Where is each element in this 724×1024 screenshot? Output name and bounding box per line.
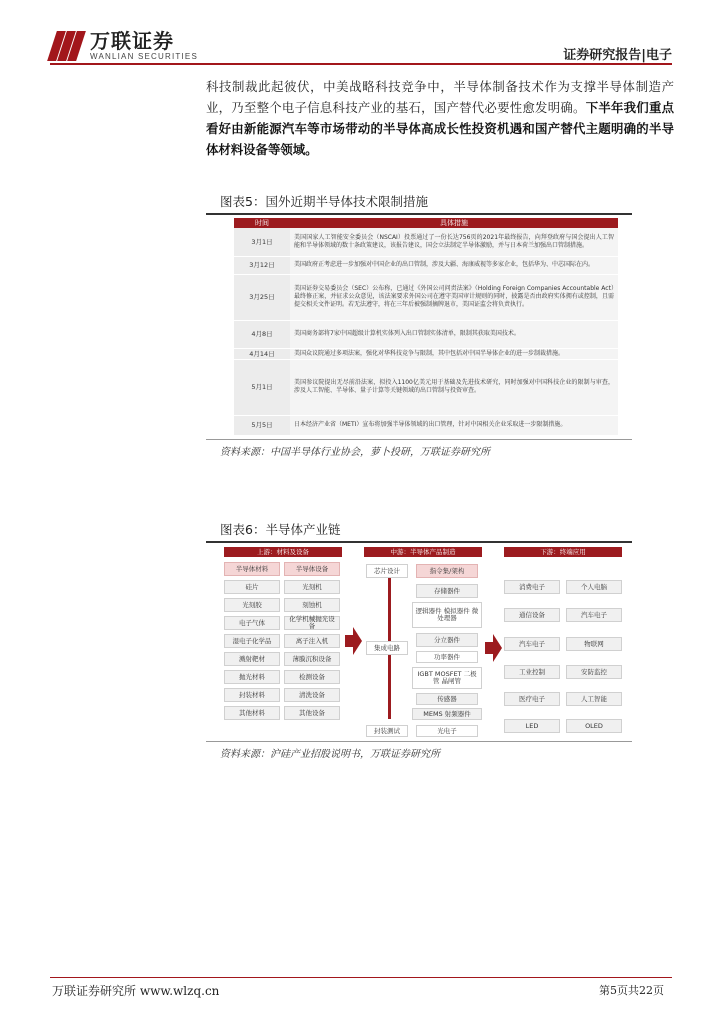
table-row	[234, 256, 618, 274]
mid-design-detail: 指令集/架构	[416, 564, 478, 578]
para-emphasis: 下半年我们重点看好由新能源汽车等市场带动的半导体高成长性投资机遇和国产替代主题明确的半导体材料设备等领域。	[206, 100, 675, 157]
downstream-item: 物联网	[566, 637, 622, 651]
report-type: 证券研究报告|电子	[563, 48, 672, 63]
footer-divider	[50, 977, 672, 978]
company-logo	[50, 30, 198, 62]
upstream-item: 化学机械抛光设备	[284, 616, 340, 630]
upstream-item: 离子注入机	[284, 634, 340, 648]
row-text: 美国政府正考虑进一步加强对中国企业的出口管制，涉及大疆、海康威视等多家企业，包括华为、中芯国际在内。	[290, 256, 618, 274]
col-measure-header: 具体措施	[290, 218, 618, 228]
row-date: 5月5日	[234, 415, 290, 435]
row-text: 美国众议院通过多项法案，强化对华科技竞争与限制，其中包括对中国半导体企业的进一步制裁措施。	[290, 348, 618, 359]
row-text: 美国国家人工智能安全委员会（NSCAI）投票通过了一份长达756页的2021年最终报告，向拜登政府与国会提出人工智能和半导体领域的数十条政策建议，该报告建议，国会立法制定半导体激励，并与日本荷兰加强出口管制措施。	[290, 228, 618, 256]
logo-name-en: WANLIAN SECURITIES	[90, 52, 198, 61]
restriction-table	[234, 218, 618, 436]
downstream-item: 人工智能	[566, 692, 622, 706]
mid-ic-item: 分立器件	[416, 633, 478, 647]
table-row	[234, 274, 618, 320]
figure-5-rule	[206, 213, 632, 215]
upstream-item: 溅射靶材	[224, 652, 280, 666]
upstream-item: 光刻机	[284, 580, 340, 594]
row-text: 美国证券交易委员会（SEC）公布称，已通过《外国公司问责法案》（Holding Foreign Companies Accountable Act）最终修正案，并征求公众意见，该法案要求外国公司在遵守美国审计规则的同时，披露是否由政府实体拥有或控制，且需提交相关文件证明。若无法遵守，将在三年后被强制摘牌退市，美国证监会将负责执行。	[290, 274, 618, 320]
mid-ic: 集成电路	[366, 641, 408, 655]
downstream-item: 安防监控	[566, 665, 622, 679]
table-row	[234, 415, 618, 435]
upstream-header: 上游：材料及设备	[224, 547, 342, 557]
para-normal: 科技制裁此起彼伏，中美战略科技竞争中，半导体制备技术作为支撑半导体制造产业，乃至整个电子信息科技产业的基石，国产替代必要性愈发明确。	[206, 79, 674, 115]
mid-packaging: 封装测试	[366, 725, 408, 737]
downstream-item: 汽车电子	[566, 608, 622, 622]
figure-6-bottom-rule	[206, 741, 632, 742]
body-paragraph	[206, 76, 674, 160]
mid-discrete: 功率器件	[416, 651, 478, 663]
figure-5-bottom-rule	[206, 439, 632, 440]
logo-mark-icon	[50, 31, 84, 61]
figure-6-rule	[206, 541, 632, 543]
page-number: 第5页共22页	[599, 984, 664, 997]
row-date: 3月12日	[234, 256, 290, 274]
row-date: 4月14日	[234, 348, 290, 359]
downstream-item: 个人电脑	[566, 580, 622, 594]
figure-6-title: 图表6：半导体产业链	[220, 522, 341, 537]
logo-name-cn: 万联证券	[90, 29, 174, 53]
upstream-item: 湿电子化学品	[224, 634, 280, 648]
upstream-item: 检测设备	[284, 670, 340, 684]
mid-discrete-item: 传感器	[416, 693, 478, 705]
mid-ic-item: 存储器件	[416, 584, 478, 598]
downstream-item: LED	[504, 719, 560, 733]
upstream-item: 硅片	[224, 580, 280, 594]
mid-discrete-item: MEMS 射频器件	[412, 708, 482, 720]
mid-design: 芯片设计	[366, 564, 408, 578]
upstream-item: 清洗设备	[284, 688, 340, 702]
upstream-item: 半导体设备	[284, 562, 340, 576]
figure-6	[206, 520, 632, 760]
upstream-item: 光刻胶	[224, 598, 280, 612]
upstream-item: 抛光材料	[224, 670, 280, 684]
header-divider	[50, 63, 672, 65]
row-date: 5月1日	[234, 359, 290, 415]
figure-5-title: 图表5：国外近期半导体技术限制措施	[220, 194, 428, 209]
row-text: 美国参议院提出无尽前沿法案，拟投入1100亿美元用于基础及先进技术研究，同时加强对中国科技企业的限制与审查，涉及人工智能、半导体、量子计算等关键领域的出口管制与投资审查。	[290, 359, 618, 415]
table-row	[234, 359, 618, 415]
table-row	[234, 228, 618, 256]
upstream-item: 其他设备	[284, 706, 340, 720]
downstream-item: OLED	[566, 719, 622, 733]
industry-chain-diagram	[206, 547, 632, 735]
table-row	[234, 348, 618, 359]
downstream-item: 汽车电子	[504, 637, 560, 651]
downstream-item: 工业控制	[504, 665, 560, 679]
table-row	[234, 320, 618, 348]
upstream-item: 电子气体	[224, 616, 280, 630]
midstream-to-downstream-arrow	[485, 634, 501, 662]
mid-ic-item: 逻辑器件 模拟器件 微处理器	[412, 602, 482, 628]
row-date: 3月25日	[234, 274, 290, 320]
row-text: 日本经济产业省（METI）宣布将加强半导体领域的出口管理，针对中国相关企业采取进一步限制措施。	[290, 415, 618, 435]
downstream-item: 消费电子	[504, 580, 560, 594]
upstream-item: 薄膜沉积设备	[284, 652, 340, 666]
midstream-header: 中游：半导体产品制造	[364, 547, 482, 557]
downstream-item: 通信设备	[504, 608, 560, 622]
mid-opto: 光电子	[416, 725, 478, 737]
downstream-item: 医疗电子	[504, 692, 560, 706]
figure-6-source: 资料来源：沪硅产业招股说明书，万联证券研究所	[220, 749, 440, 760]
upstream-item: 半导体材料	[224, 562, 280, 576]
figure-5	[206, 192, 632, 458]
downstream-header: 下游：终端应用	[504, 547, 622, 557]
upstream-to-midstream-arrow	[345, 627, 361, 655]
row-date: 4月8日	[234, 320, 290, 348]
footer-website: 万联证券研究所 www.wlzq.cn	[52, 984, 220, 998]
upstream-item: 其他材料	[224, 706, 280, 720]
row-text: 美国商务部将7家中国超级计算机实体列入出口管制实体清单，限制其获取美国技术。	[290, 320, 618, 348]
upstream-item: 刻蚀机	[284, 598, 340, 612]
mid-discrete-item: IGBT MOSFET 二极管 晶闸管	[412, 667, 482, 689]
upstream-item: 封装材料	[224, 688, 280, 702]
col-date-header: 时间	[234, 218, 290, 228]
figure-5-source: 资料来源：中国半导体行业协会，萝卜投研，万联证券研究所	[220, 446, 490, 458]
row-date: 3月1日	[234, 228, 290, 256]
